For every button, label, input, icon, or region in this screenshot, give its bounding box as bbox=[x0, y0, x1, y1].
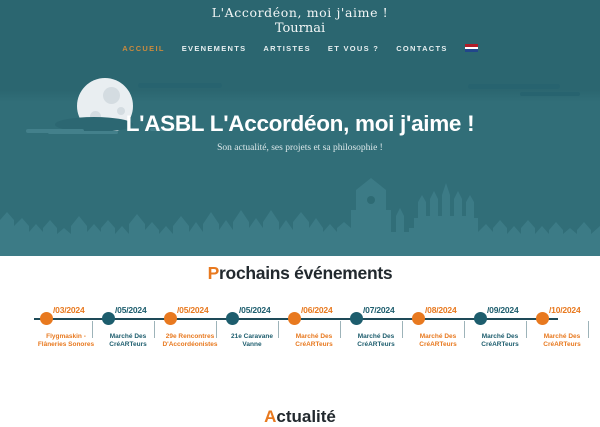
moon-crater-icon bbox=[103, 87, 120, 104]
timeline-event-label[interactable]: Marché Des CréARTeurs bbox=[481, 333, 519, 349]
cloud-streak bbox=[520, 92, 580, 96]
belfry-clock-icon bbox=[367, 196, 375, 204]
timeline-event-label[interactable]: 29e Rencontres D'Accordéonistes bbox=[162, 333, 218, 349]
site-title-line1: L'Accordéon, moi j'aime ! bbox=[211, 5, 389, 20]
timeline-dot bbox=[40, 312, 53, 325]
heading-initial: P bbox=[207, 263, 220, 283]
timeline-dot bbox=[536, 312, 549, 325]
netherlands-flag-icon[interactable] bbox=[465, 44, 478, 52]
heading-initial: A bbox=[264, 407, 277, 427]
timeline-dot bbox=[164, 312, 177, 325]
city-skyline-silhouette bbox=[0, 176, 600, 256]
timeline-date: /09/2024 bbox=[487, 305, 519, 315]
timeline-date: /07/2024 bbox=[363, 305, 395, 315]
timeline-date: /10/2024 bbox=[549, 305, 581, 315]
heading-rest: rochains événements bbox=[219, 263, 393, 283]
upcoming-events-section bbox=[0, 256, 600, 427]
news-section-heading bbox=[0, 407, 600, 427]
timeline-date: /08/2024 bbox=[425, 305, 457, 315]
timeline-event-label[interactable]: Marché Des CréARTeurs bbox=[419, 333, 457, 349]
timeline-event-label[interactable]: Marché Des CréARTeurs bbox=[357, 333, 395, 349]
timeline-dot bbox=[226, 312, 239, 325]
timeline-dot bbox=[350, 312, 363, 325]
timeline-dot bbox=[474, 312, 487, 325]
hero-subtitle: Son actualité, ses projets et sa philosophie ! bbox=[217, 143, 383, 153]
timeline-date: /03/2024 bbox=[53, 305, 85, 315]
timeline-date: /05/2024 bbox=[115, 305, 147, 315]
cloud-streak bbox=[138, 83, 222, 88]
site-logo-title[interactable] bbox=[0, 5, 600, 36]
timeline-event-label[interactable]: 21e Caravane Vanne bbox=[231, 333, 273, 349]
nav-item-contacts[interactable]: CONTACTS bbox=[396, 43, 448, 53]
timeline-date: /05/2024 bbox=[239, 305, 271, 315]
nav-item-evenements[interactable]: EVENEMENTS bbox=[181, 43, 247, 53]
main-navigation bbox=[0, 41, 600, 55]
timeline-event-label[interactable]: Marché Des CréARTeurs bbox=[543, 333, 581, 349]
site-title-line2: Tournai bbox=[274, 21, 326, 36]
timeline-event-label[interactable]: Flygmaskin - Flâneries Sonores bbox=[37, 333, 95, 349]
nav-item-artistes[interactable]: ARTISTES bbox=[263, 43, 311, 53]
heading-rest: ctualité bbox=[276, 407, 336, 427]
hero-title: L'ASBL L'Accordéon, moi j'aime ! bbox=[125, 111, 475, 136]
timeline-event-label[interactable]: Marché Des CréARTeurs bbox=[109, 333, 147, 349]
timeline-event-label[interactable]: Marché Des CréARTeurs bbox=[295, 333, 333, 349]
nav-item-et-vous[interactable]: ET VOUS ? bbox=[327, 43, 380, 53]
nav-item-accueil[interactable]: ACCUEIL bbox=[122, 43, 165, 53]
timeline-dot bbox=[102, 312, 115, 325]
timeline-date: /05/2024 bbox=[177, 305, 209, 315]
timeline-dot bbox=[288, 312, 301, 325]
timeline-date: /06/2024 bbox=[301, 305, 333, 315]
timeline-dot bbox=[412, 312, 425, 325]
events-timeline bbox=[0, 256, 600, 400]
cloud-streak bbox=[468, 84, 560, 89]
